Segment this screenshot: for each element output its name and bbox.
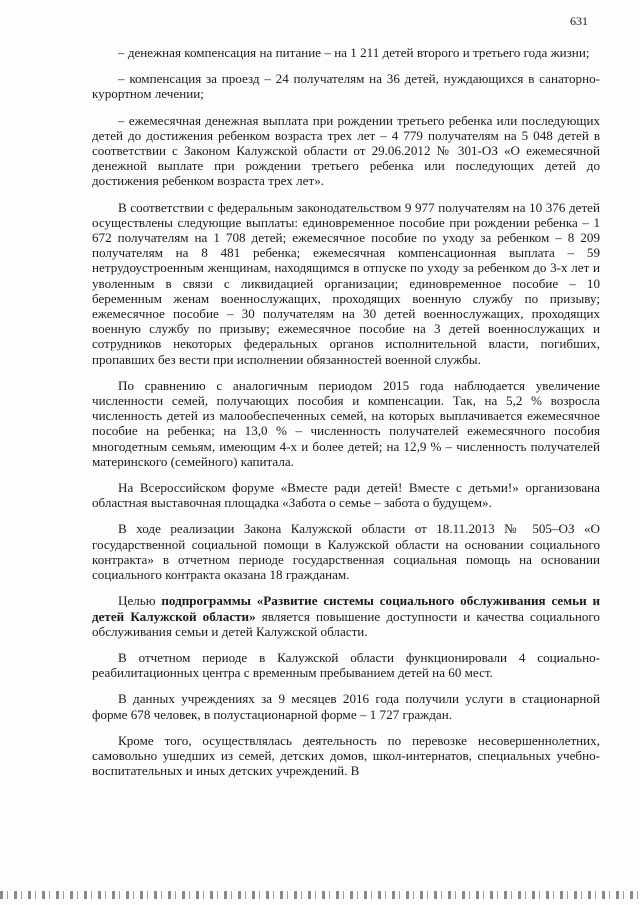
- goal-paragraph: [92, 593, 600, 639]
- document-body: [92, 45, 600, 789]
- goal-rest: является повышение доступности и качества социального обслуживания семьи и детей Калужской области.: [92, 608, 600, 639]
- paragraph: В данных учреждениях за 9 месяцев 2016 года получили услуги в стационарной форме 678 человек, в полустационарной форме – 1 727 граждан.: [92, 691, 600, 722]
- paragraph: В ходе реализации Закона Калужской области от 18.11.2013 № 505–ОЗ «О государственной социальной помощи в Калужской области на основании социального контракта» в отчетном периоде государственная социальная помощь на основании социального контракта оказана 18 гражданам.: [92, 521, 600, 583]
- scan-artifact-line: [0, 891, 640, 899]
- page-number: 631: [570, 14, 588, 28]
- paragraph: – компенсация за проезд – 24 получателям на 36 детей, нуждающихся в санаторно-курортном лечении;: [92, 71, 600, 102]
- paragraph: По сравнению с аналогичным периодом 2015 года наблюдается увеличение численности семей, получающих пособия и компенсации. Так, на 5,2 % возросла численность детей из малообеспеченных семей, на которых выплачивается ежемесячное пособие на ребенка; на 13,0 % – численность получателей ежемесячного пособия многодетным семьям, имеющим 4-х и более детей; на 12,9 % – численность получателей материнского (семейного) капитала.: [92, 377, 600, 469]
- paragraph: В соответствии с федеральным законодательством 9 977 получателям на 10 376 детей осуществлены следующие выплаты: единовременное пособие при рождении ребенка – 1 672 получателям на 1 708 детей; ежемесячное пособие по уходу за ребенком – 8 209 получателям на 8 481 ребенка; ежемесячная компенсационная выплата – 59 нетрудоустроенным женщинам, находящимся в отпуске по уходу за ребенком до 3-х лет и уволенным в связи с ликвидацией организации; единовременное пособие – 10 беременным женам военнослужащих, проходящих военную службу по призыву; ежемесячное пособие – 30 получателям на 30 детей военнослужащих, проходящих военную службу по призыву; ежемесячное пособие на 3 детей военнослужащих и сотрудников некоторых федеральных органов исполнительной власти, погибших, пропавших без вести при исполнении обязанностей военной службы.: [92, 199, 600, 367]
- paragraph: – денежная компенсация на питание – на 1 211 детей второго и третьего года жизни;: [118, 45, 590, 60]
- goal-lead: Целью: [118, 593, 162, 609]
- paragraph: В отчетном периоде в Калужской области функционировали 4 социально-реабилитационных центра с временным пребыванием детей на 60 мест.: [92, 649, 600, 681]
- subprogram-title: подпрограммы «Развитие системы социального обслуживания семьи и детей Калужской области»: [92, 593, 600, 624]
- paragraph: Кроме того, осуществлялась деятельность по перевозке несовершеннолетних, самовольно ушедших из семей, детских домов, школ-интернатов, специальных учебно-воспитательных и иных детских учреждений. В: [92, 732, 600, 779]
- paragraph: – ежемесячная денежная выплата при рождении третьего ребенка или последующих детей до достижения ребенком возраста трех лет – 4 779 получателям на 5 048 детей в соответствии с Законом Калужской области от 29.06.2012 № 301-ОЗ «О ежемесячной денежной выплате при рождении третьего ребенка или последующих детей до достижения ребенком возраста трех лет».: [92, 112, 600, 189]
- paragraph: На Всероссийском форуме «Вместе ради детей! Вместе с детьми!» организована областная выставочная площадка «Забота о семье – забота о будущем».: [92, 480, 600, 511]
